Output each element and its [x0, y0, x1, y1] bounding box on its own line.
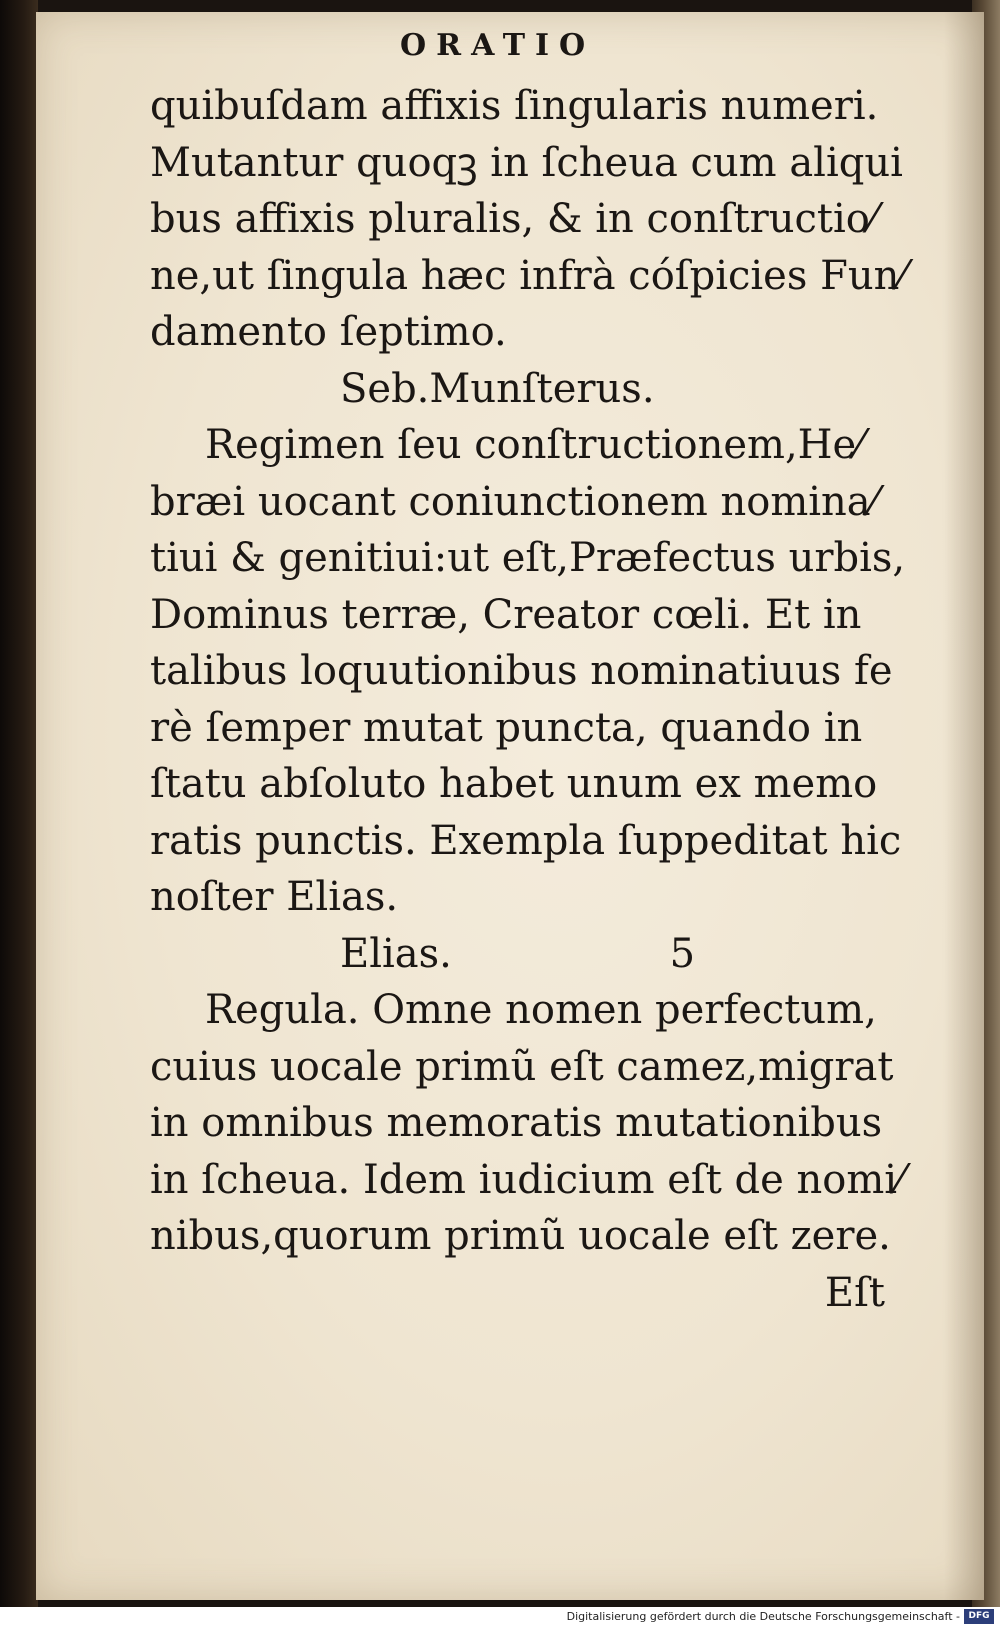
signature-number: 5: [669, 930, 696, 977]
page-text: [150, 78, 907, 1321]
text-line: quibuſdam affixis ſingularis numeri.: [150, 83, 879, 129]
text-line: in omnibus memoratis mutationibus: [150, 1100, 883, 1146]
text-line: tiui & genitiui:ut eſt,Præfectus urbis,: [150, 535, 906, 581]
text-line: Regula. Omne nomen perfectum,: [205, 987, 877, 1033]
text-line: damento ſeptimo.: [150, 309, 507, 355]
text-line: noſter Elias.: [150, 874, 399, 920]
text-line: nibus,quorum primũ uocale eſt zere.: [150, 1213, 891, 1259]
digitization-footer: [0, 1607, 1000, 1627]
section-heading-munsterus: Seb.Munſterus.: [340, 365, 655, 412]
text-line: bræi uocant coniunctionem nomina⁄: [150, 478, 878, 525]
catchword: Eſt: [824, 1269, 885, 1316]
text-line: in ſcheua. Idem iudicium eſt de nomi⁄: [150, 1156, 904, 1203]
text-line: cuius uocale primũ eſt camez,migrat: [150, 1043, 894, 1090]
text-line: rè ſemper mutat puncta, quando in: [150, 704, 863, 751]
running-header: ORATIO: [400, 28, 596, 63]
book-binding-edge: [0, 0, 38, 1607]
text-line: Mutantur quoqꝫ in ſcheua cum aliqui: [150, 139, 903, 186]
text-line: ratis punctis. Exempla ſuppeditat hic: [150, 817, 902, 864]
text-line: ſtatu abſoluto habet unum ex memo: [150, 761, 878, 807]
page-gutter-shadow: [944, 12, 984, 1600]
dfg-logo: DFG: [964, 1609, 994, 1624]
text-line: ne,ut ſingula hæc infrà cóſpicies Fun⁄: [150, 252, 907, 299]
text-line: Regimen ſeu conſtructionem,He⁄: [205, 422, 863, 468]
section-heading-elias-label: Elias.: [340, 930, 452, 977]
footer-credit: Digitalisierung gefördert durch die Deutsche Forschungsgemeinschaft -: [566, 1610, 960, 1623]
text-line: Dominus terræ, Creator cœli. Et in: [150, 591, 862, 638]
text-line: talibus loquutionibus nominatiuus fe: [150, 648, 893, 694]
section-heading-elias: [150, 926, 890, 983]
text-line: bus affixis pluralis, & in conſtructio⁄: [150, 196, 877, 242]
